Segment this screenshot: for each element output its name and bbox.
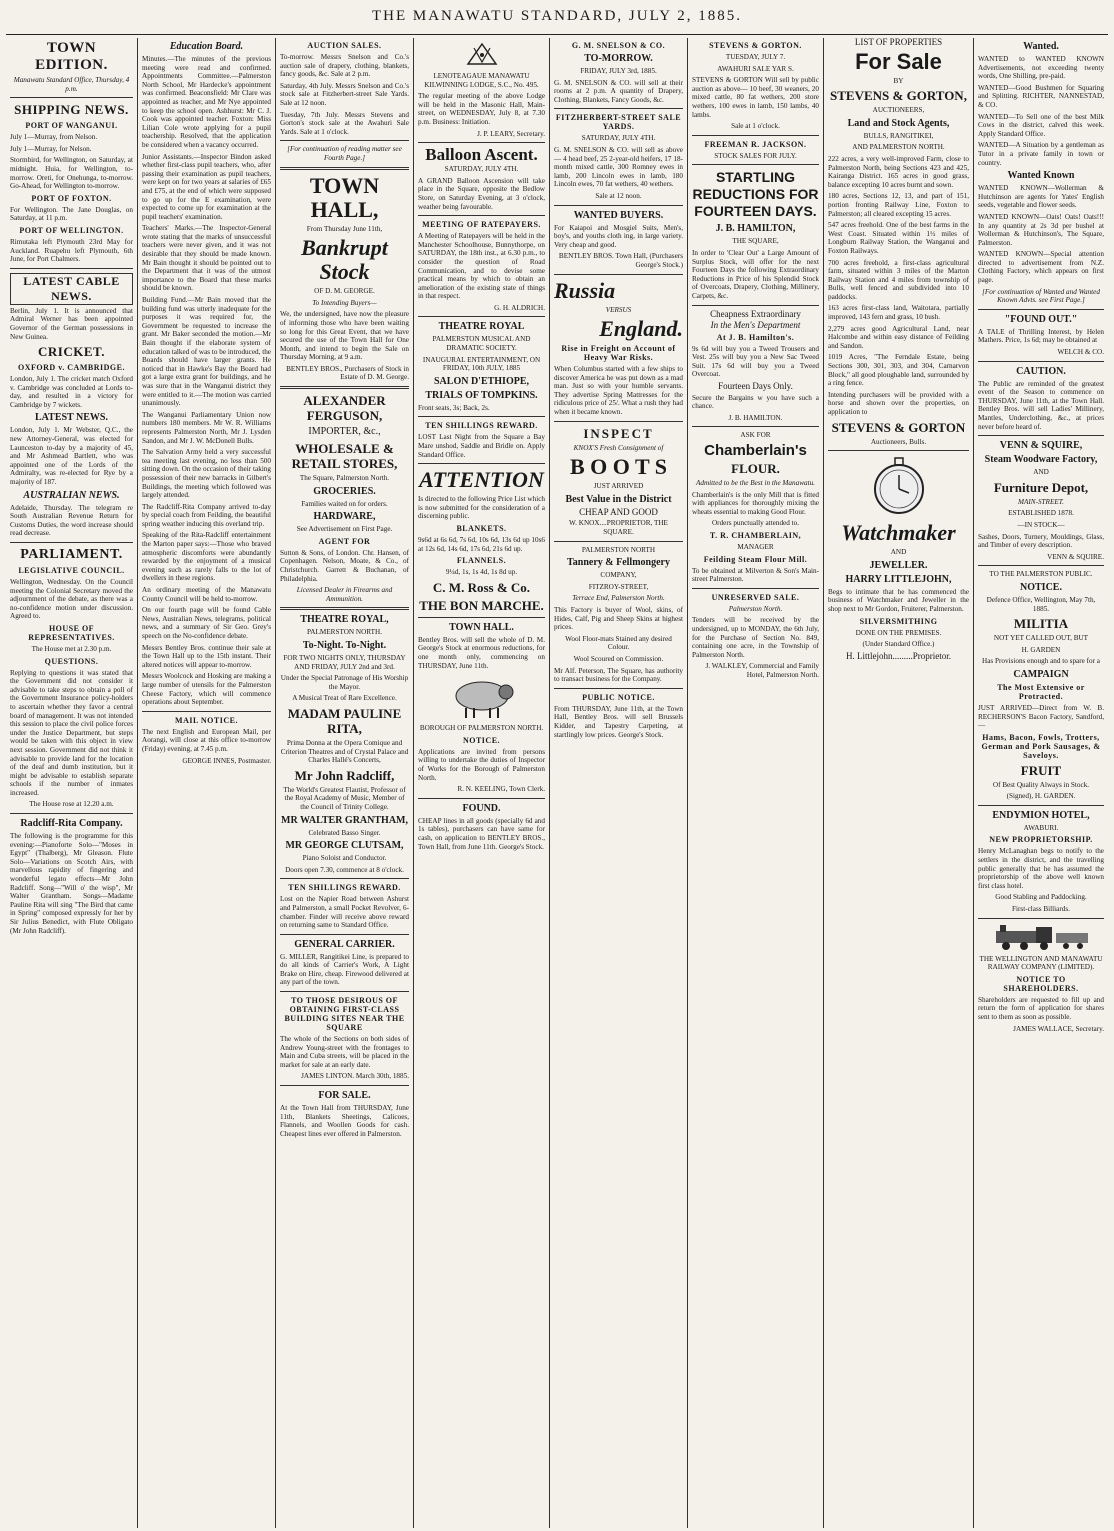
property-7: 1019 Acres, "The Ferndale Estate, being Sections 300, 301, 303, and 304, Carnarvon Block," all good ploughable land, surrounded by a ring fence.	[828, 353, 969, 388]
departures: Stormbird, for Wellington, on Saturday, at midnight. Huia, for Wellington, to-morrow. Oreti, for Onehunga, to-morrow. Go-Ahead, for Wellington to-morrow.	[10, 156, 133, 191]
balloon-text: A GRAND Balloon Ascension will take place in the Square, opposite the Bedlow Store, on Saturday Evening, at 3 o'clock, weather being favourable.	[418, 176, 545, 211]
and-pn: AND PALMERSTON NORTH.	[852, 143, 945, 152]
for-sale-text: At the Town Hall from THURSDAY, June 11th, Blankets Sheetings, Calicoes, Flannels, and Woollen Goods for cash. Cheapest lines ever offered in Palmerston.	[280, 1104, 409, 1138]
found-text: CHEAP lines in all goods (specially 6d and 1s tables), purchasers can have same for cash, on application to BENTLEY BROS., Town Hall, from June 11th. George's Stock.	[418, 816, 545, 851]
wanted-1: WANTED to WANTED KNOWN Advertisements, not exceeding twenty words, One Shilling, pre-paid.	[978, 55, 1104, 81]
list-of-properties: LIST OF PROPERTIES	[854, 38, 943, 47]
wanted-known-2: WANTED KNOWN—Oats! Oats! Oats!!! In any quantity at 2s 3d per bushel at Wollerman & Hutchinson's, The Square, Palmerston.	[978, 212, 1104, 247]
freeman-jackson: FREEMAN R. JACKSON.	[704, 139, 807, 149]
from-thursday: From Thursday June 11th,	[306, 224, 383, 233]
column-3	[276, 38, 414, 1528]
parliament-heading: PARLIAMENT.	[20, 547, 123, 562]
ask-for: ASK FOR	[740, 431, 771, 440]
building-sites-sign: JAMES LINTON. March 30th, 1885.	[301, 1072, 409, 1081]
sg-bulls: Auctioneers, Bulls.	[870, 437, 927, 446]
property-3: 547 acres freehold. One of the best farms in the West Coast. Situated within 1½ miles of Longburn Railway Station, the Wanganui and Foxton Railways.	[828, 221, 969, 255]
arrivals: July 1—Murray, from Nelson.	[10, 133, 98, 142]
admitted-best: Admitted to be the Best in the Manawatu.	[696, 479, 815, 488]
agent-for: AGENT FOR	[318, 536, 371, 546]
in-stock: —IN STOCK—	[1017, 520, 1065, 529]
littlejohn-text: Begs to intimate that he has commenced the business of Watchmaker and Jeweller in the shop next to Mr Gordon, Fruiterer, Palmerston.	[828, 587, 969, 613]
saturday-date: SATURDAY, JULY 4TH.	[581, 134, 656, 143]
education-text-2: Junior Assistants.—Inspector Bindon asked whether first-class pupil teachers, who, after passing their examination as pupil teachers, were kept on for two years at salaries of £65 and £75, at the end of which were supposed to go up for the E examination, were expected to come up for examination at the pupil teachers' examination.	[142, 152, 271, 221]
house-rose: The House rose at 12.20 a.m.	[29, 800, 114, 809]
grantham-text: Celebrated Basso Singer.	[308, 828, 381, 837]
found-heading: FOUND.	[462, 802, 501, 814]
agent-text: Sutton & Sons, of London. Chr. Hansen, of Copenhagen. Nelson, Moate, & Co., of Christchurch. Garrett & Buchanan, of Philadelphia.	[280, 548, 409, 583]
town-edition-heading: TOWN EDITION.	[35, 40, 108, 73]
property-1: 222 acres, a very well-improved Farm, close to Palmerston North, being Sections 423 and 425, Kairanga District. 165 acres in good grass, balance excepting 10 acres burnt and sown.	[828, 154, 969, 189]
tannery-text: This Factory is buyer of Wool, skins, of Hides, Calf, Pig and Sheep Skins at highest prices.	[554, 606, 683, 632]
of-george: OF D. M. GEORGE.	[314, 287, 375, 296]
at-hamilton: At J. B. Hamilton's.	[716, 332, 795, 342]
two-nights: FOR TWO NIGHTS ONLY, THURSDAY AND FRIDAY, JULY 2nd and 3rd.	[283, 654, 406, 671]
house-met: The House met at 2.30 p.m.	[31, 644, 112, 653]
watchmaker: Watchmaker	[841, 520, 956, 546]
garden-sign: (Signed), H. GARDEN.	[1006, 792, 1076, 801]
masthead-rule	[6, 34, 1108, 35]
shareholders-heading: NOTICE TO SHAREHOLDERS.	[1003, 974, 1079, 993]
groceries: GROCERIES.	[313, 485, 376, 497]
education-text-9: An ordinary meeting of the Manawatu County Council will be held to-morrow.	[142, 586, 271, 603]
musical-treat: A Musical Treat of Rare Excellence.	[292, 694, 397, 703]
found-out-heading: "FOUND OUT."	[1004, 313, 1078, 325]
boots: B O O T S	[569, 454, 667, 480]
mail-notice-heading: MAIL NOTICE.	[175, 715, 238, 725]
trials-of-tompkins: TRIALS OF TOMPKINS.	[425, 389, 538, 401]
clutsam-text: Piano Soloist and Conductor.	[302, 854, 387, 863]
stevens-gorton: STEVENS & GORTON,	[830, 88, 967, 104]
wanted-known-3: WANTED KNOWN—Special attention directed to advertisement from N.Z. Clothing Factory, which appears on first page.	[978, 250, 1104, 285]
radcliff-rita-heading: Radcliff-Rita Company.	[20, 818, 123, 830]
cleared: July 1—Murray, for Nelson.	[10, 144, 92, 153]
walter-grantham: MR WALTER GRANTHAM,	[281, 814, 408, 826]
ratepayers-text: A Meeting of Ratepayers will be held in the Manchester Schoolhouse, Bunnythorpe, on SATURDAY, the 18th inst., at 6.30 p.m., to consider the question of Road Communication, and to devise some practical means by which to obtain an amelioration of the existing state of things in that respect.	[418, 232, 545, 301]
wool-floor: Wool Floor-mats Stained any desired Colour.	[565, 634, 672, 652]
wanted-continuation: [For continuation of Wanted and Wanted Known Advts. see First Page.]	[982, 287, 1100, 305]
questions-heading: QUESTIONS.	[44, 656, 99, 666]
radcliff-rita-text: The following is the programme for this evening:—Pianoforte Solo—"Moses in Egypt" (Thalberg), Mr Gleason. Flute Solo—Variations on Scotch Airs, with marvellous rapidity of fingering and wonderful legato effects—Mr John Radcliff. Song—"Will o' the wisp", Mr Walter Grantham. Songs—Madame Pauline Rita will sing "The Bird that came in Spring" composed expressly for her by Sir Julius Benedict, with Flute Obligato (Mr John Radcliff).	[10, 832, 133, 935]
versus: VERSUS	[605, 305, 632, 314]
bankrupt-stock-heading: Bankrupt Stock	[301, 235, 388, 285]
mail-notice-sign: GEORGE INNES, Postmaster.	[182, 756, 271, 765]
aldrich-sign: G. H. ALDRICH.	[494, 303, 545, 312]
russia: Russia	[554, 277, 616, 303]
questions-text: Replying to questions it was stated that the Government did not consider it advisable to take steps to obtain a poll of the Government Insurance policy-holders to ascertain whether they favor a central board of management. It was not intended this session to place the civil police forces under the Justice Department, but steps would be taken with this object in view next session. Government did not think it advisable to provide land for the location of the deaf and dumb institution, but it might be advisable to establish separate schools if the number of inmates increased.	[10, 668, 133, 797]
best-value: Best Value in the District	[565, 493, 672, 505]
wanted-buyers: WANTED BUYERS.	[573, 209, 664, 221]
doors-open: Doors open 7.30, commence at 8 o'clock.	[285, 865, 404, 874]
legislative-text: Wellington, Wednesday. On the Council meeting the Colonial Secretary moved the adjournment of the debate, as there was a no-confidence motion under discussion. Agreed to.	[10, 578, 133, 621]
legislative-heading: LEGISLATIVE COUNCIL.	[18, 566, 125, 575]
salon-ethiope: SALON D'ETHIOPE,	[433, 375, 530, 387]
flour: FLOUR.	[731, 461, 780, 477]
inaugural: INAUGURAL ENTERTAINMENT, ON FRIDAY, 10th JULY, 1885	[422, 355, 541, 373]
stock-sales-july: STOCK SALES FOR JULY.	[714, 151, 797, 160]
peterson: Mr Alf. Peterson, The Square, has authority to transact business for the Company.	[554, 666, 683, 684]
knox-sign: W. KNOX....PROPRIETOR, THE SQUARE.	[569, 519, 668, 537]
walkley-sign: J. WALKLEY, Commercial and Family Hotel, Palmerston North.	[705, 662, 819, 679]
balloon-heading: Balloon Ascent.	[425, 145, 538, 165]
general-carrier: GENERAL CARRIER.	[294, 938, 395, 950]
pocket-watch-icon	[854, 455, 944, 517]
welch-sign: WELCH & CO.	[1057, 348, 1104, 357]
caution-text: The Public are reminded of the greatest event of the Season to commence on THURSDAY, June 11th, at the Town Hall. Bentley Bros. will sell Ladies' Millinery, Mantles, Underclothing, &c., at prices never before heard of.	[978, 379, 1104, 431]
town-hall-2: TOWN HALL.	[449, 621, 514, 633]
blankets-heading: BLANKETS.	[456, 524, 507, 533]
cricket-sub: OXFORD v. CAMBRIDGE.	[18, 363, 125, 373]
hamilton-text: In order to 'Clear Out' a Large Amount of Surplus Stock, will offer for the next Fourteen Days the following Extraordinary Reductions in Price of his Splendid Stock of Overcoats, Drapery, Clothing, Millinery, Carpets, &c.	[692, 248, 819, 300]
land-stock-agents: Land and Stock Agents,	[847, 117, 950, 129]
found-out-text: A TALE of Thrilling Interest, by Helen Mathers. Price, 1s 6d; may be obtained at	[978, 327, 1104, 345]
office-line: Manawatu Standard Office, Thursday, 4 p.m.	[13, 76, 130, 93]
tomorrow: TO-MORROW.	[584, 53, 653, 64]
secure-bargains: Secure the Bargains w you have such a chance.	[692, 393, 819, 411]
borough-notice: NOTICE.	[462, 735, 501, 745]
tompkins-text: Front seats, 3s; Back, 2s.	[418, 403, 490, 412]
education-text-1: Minutes.—The minutes of the previous meeting were read and confirmed. Appointments Committee.—Palmerston North School, Mr Hardecke's appointment was confirmed. Beaconsfield: Mr Clare was appointed as teacher, and Mr Nye appointed to keep the school open. Ashhurst: Mr C. J. Cook was appointed teacher. Foxton: Miss Lilian Cole wrote applying for a pupil teachership. Resolved, that the application be considered when a vacancy occurred.	[142, 55, 271, 149]
to-public: TO THE PALMERSTON PUBLIC.	[989, 570, 1093, 579]
tenders-text: Tenders will be received by the undersigned, up to MONDAY, the 6th July, for the Purchase of Section No. 849, containing one acre, in the Township of Palmerston North.	[692, 616, 819, 659]
established: ESTABLISHED 1878.	[1008, 509, 1074, 518]
militia-notice: NOTICE.	[1020, 581, 1062, 593]
shipping-heading: SHIPPING NEWS.	[14, 102, 129, 118]
pauline-text: Prima Donna at the Opera Comique and Criterion Theatres and of Crystal Palace and Charles Hallé's Concerts,	[280, 738, 409, 765]
wanted-known-heading: Wanted Known	[1007, 170, 1075, 182]
blankets-text: 9s6d at 6s 6d, 7s 6d, 10s 6d, 13s 6d up 10s6 at 12s 6d, 14s 6d, 17s 6d, 21s 6d up.	[418, 536, 545, 553]
wallace-sign: JAMES WALLACE, Secretary.	[1013, 1024, 1104, 1033]
under-standard: (Under Standard Office.)	[862, 640, 935, 649]
pn-heading: PALMERSTON NORTH	[581, 545, 656, 554]
orders-attended: Orders punctually attended to.	[711, 519, 800, 528]
australian-text: Adelaide, Thursday. The telegram re South Australian Revenue Return for Customs Duties, the word increase should read decrease.	[10, 503, 133, 538]
sale-noon: Sale at 12 noon.	[595, 191, 642, 200]
education-text-10: On our fourth page will be found Cable News, Australian News, telegrams, political news, and a summary of Sir Geo. Grey's speech on the No-confidence debate.	[142, 606, 271, 640]
new-proprietorship: NEW PROPRIETORSHIP.	[989, 835, 1093, 845]
musical-society: PALMERSTON MUSICAL AND DRAMATIC SOCIETY.	[432, 335, 531, 353]
company: COMPANY,	[600, 571, 637, 580]
wanted-known-1: WANTED KNOWN—Wollerman & Hutchinson are agents for Yates' English seeds, vegetable and flower seeds.	[978, 184, 1104, 210]
mens-department: In the Men's Department	[710, 320, 801, 331]
wool-scoured: Wool Scoured on Commission.	[573, 654, 664, 663]
tannery: Tannery & Fellmongery	[567, 557, 670, 569]
george-clutsam: MR GEORGE CLUTSAM,	[285, 840, 404, 852]
billiards: First-class Billiards.	[1012, 905, 1070, 914]
property-5: 163 acres first-class land, Waitotara, partially improved, 143 fern and grass, 10 bush.	[828, 304, 969, 322]
awahuri-text: STEVENS & GORTON Will sell by public auction as above— 10 beef, 30 weaners, 20 mixed cattle, 80 fat wethers, 200 store wethers, 100 ewes in lamb, 150 lambs, 40 lambs.	[692, 76, 819, 119]
woodware-factory: Steam Woodware Factory,	[984, 454, 1098, 466]
education-text-4: Building Fund.—Mr Bain moved that the building fund was utterly inadequate for the purposes it was required for, the Government be requested to increase the grant. Mr Baker seconded the motion.—Mr Bain thought if the elaborate system of education talked of was to be introduced, the Boards should have larger grants. He noticed that in Hawke's Bay the Board had got a large extra grant for buildings, and he was sure that in the Wanganui district they were entitled to it.—The motion was carried unanimously.	[142, 296, 271, 408]
port-foxton: PORT OF FOXTON.	[31, 193, 112, 203]
property-2: 180 acres, Sections 12, 13, and part of 151, portion fronting Railway Line, Foxton to Palmerston; all cleared excepting 15 acres.	[828, 192, 969, 218]
snelson-heading: G. M. SNELSON & CO.	[571, 41, 666, 50]
awahuri-yards: AWAHURI SALE YAR S.	[717, 64, 794, 73]
inspect: INSPECT	[583, 425, 654, 441]
education-text-7: The Radcliff-Rita Company arrived to-day by special coach from Feilding, the beautiful spring weather inducing this overland trip.	[142, 502, 271, 528]
littlejohn-proprietor: H. Littlejohn.........Proprietor.	[846, 650, 951, 661]
education-text-8: Speaking of the Rita-Radcliff entertainment the Marton paper says:—Those who braved atmospheric discomforts were abundantly rewarded by the enjoyment of a musical evening such as rarely falls to the lot of dwellers in these regions.	[142, 531, 271, 583]
licensed-dealer: Licensed Dealer in Firearms and Ammunition.	[296, 586, 393, 603]
latest-news-heading: LATEST NEWS.	[35, 412, 108, 424]
masthead-title: THE MANAWATU STANDARD, JULY 2, 1885.	[371, 8, 743, 24]
militia: MILITIA	[1013, 616, 1069, 632]
shareholders-text: Shareholders are requested to fill up and return the form of application for shares sent to them as soon as possible.	[978, 995, 1104, 1021]
the-square: THE SQUARE,	[732, 237, 779, 246]
wanted-buyers-text: For Kaiapoi and Mosgiel Suits, Men's, boy's, and youths cloth ing, in large variety. Very cheap and good.	[554, 223, 683, 249]
stevens-heading: STEVENS & GORTON.	[709, 41, 802, 50]
chamberlain-text: Chamberlain's is the only Mill that is fitted with appliances for thoroughly mixing the wheats essential to making Good Flour.	[692, 490, 819, 516]
column-5	[550, 38, 688, 1528]
venn-stock-text: Sashes, Doors, Turnery, Mouldings, Glass, and Timber of every description.	[978, 532, 1104, 550]
wanted-2: WANTED—Good Bushmen for Squaring and Splitting. RICHTER, NANNESTAD, & CO.	[978, 83, 1104, 109]
stabling: Good Stabling and Paddocking.	[995, 893, 1087, 902]
snelson-text: G. M. SNELSON & CO. will sell at their rooms at 2 p.m. A quantity of Drapery, Clothing, Blankets, Fancy Goods, &c.	[554, 78, 683, 104]
australian-heading: AUSTRALIAN NEWS.	[23, 489, 120, 501]
education-text-11: Messrs Bentley Bros. continue their sale at the Town Hall up to the 15th instant. Their altered notices will appear to-morrow.	[142, 643, 271, 669]
not-yet-called: NOT YET CALLED OUT, BUT	[993, 634, 1089, 643]
mclanaghan-text: Henry McLanaghan begs to notify to the settlers in the district, and the travelling public generally that he has assumed the proprietorship of the above well known first class hotel.	[978, 847, 1104, 890]
building-sites-text: The whole of the Sections on both sides of Andrew Young-street with the frontages to Main and Cuba streets, will be placed in the market for sale at an early date.	[280, 1035, 409, 1069]
awaburi: AWABURI.	[1023, 823, 1059, 832]
cable-text: Berlin, July 1. It is announced that Admiral Werner has been appointed Governor of the German possessions in New Guinea.	[10, 306, 133, 341]
column-8	[974, 38, 1108, 1528]
england: England.	[599, 316, 683, 342]
lodge-heading: LENOTEAGAUE MANAWATU KILWINNING LODGE, S.C., No. 495.	[424, 72, 539, 89]
lodge-emblem-icon	[452, 42, 512, 68]
cheapness: Cheapness Extraordinary	[710, 308, 801, 319]
balloon-date: SATURDAY, JULY 4TH.	[444, 165, 519, 174]
fitzroy: FITZROY-STREET,	[588, 582, 649, 591]
has-provisions: Has Provisions enough and to spare for a	[982, 657, 1100, 666]
property-6: 2,279 acres good Agricultural Land, near Halcombe and within easy distance of Feilding and Sandon.	[828, 324, 969, 350]
education-text-5: The Wanganui Parliamentary Union now numbers 180 members. Mr W. R. Williams represents Palmerston North, Mr J. Lysden Sandon, and Mr J. W. McDonell Bulls.	[142, 410, 271, 445]
sg-auctioneers: STEVENS & GORTON	[831, 419, 966, 435]
flannels-heading: FLANNELS.	[456, 556, 507, 566]
columbus-text: When Columbus started with a few ships to discover America he was put down as a mad man. Just so with your humble servants. They advertise Spring Mattresses for the ridiculous price of 25/. What a rush they had when it became known.	[554, 365, 683, 417]
unreserved-sale: UNRESERVED SALE.	[711, 592, 800, 602]
theatre-royal-heading: THEATRE ROYAL,	[300, 614, 389, 626]
just-arrived-bacon: JUST ARRIVED—Direct from W. B. RECHERSON'S Bacon Factory, Sandford,—	[978, 703, 1104, 730]
ross-co: C. M. Ross & Co.	[432, 579, 531, 595]
tonight: To-Night. To-Night.	[302, 640, 387, 651]
patronage: Under the Special Patronage of His Worship the Mayor.	[280, 674, 409, 691]
column-2	[138, 38, 276, 1528]
cheap-good: CHEAP AND GOOD	[579, 506, 658, 517]
radcliff-text: The World's Greatest Flautist, Professor of the Royal Academy of Music, Member of the Council of Trinity College.	[283, 785, 406, 811]
auctioneers: AUCTIONEERS,	[872, 106, 925, 115]
attention-text: Is directed to the following Price List which is now submitted for the consideration of a discerning public.	[418, 495, 545, 521]
fitzherbert-heading: FITZHERBERT-STREET SALE YARDS.	[555, 113, 682, 132]
and: AND	[890, 548, 907, 557]
families: Families waited on for orders.	[301, 499, 388, 508]
ratepayers-heading: MEETING OF RATEPAYERS.	[422, 220, 541, 230]
public-notice-text: From THURSDAY, June 11th, at the Town Hall, Bentley Bros. will sell Brussels Kidder, and Tapestry Carpeting, at startlingly low prices. George's Stock.	[554, 704, 683, 739]
chamberlains: Chamberlain's	[704, 442, 807, 460]
by: BY	[893, 76, 904, 85]
harry-littlejohn: HARRY LITTLEJOHN,	[845, 573, 952, 585]
sheep-illustration-icon	[442, 674, 522, 720]
friday-date: FRIDAY, JULY 3rd, 1885.	[580, 67, 657, 75]
hamilton-heading: J. B. HAMILTON,	[715, 223, 796, 235]
alexander-ferguson: ALEXANDER FERGUSON,	[303, 393, 386, 424]
bankrupt-text: We, the undersigned, have now the pleasure of informing those who have been waiting so long for this Great Event, that we have secured the use of the Town Hall for One Month, and intend to begin the Sale on Thursday Morning, at 9 a.m.	[280, 310, 409, 362]
keeling-sign: R. N. KEELING, Town Clerk.	[457, 785, 545, 794]
john-radcliff: Mr John Radcliff,	[294, 767, 395, 783]
terrace-end: Terrace End, Palmerston North.	[572, 594, 665, 603]
campaign: CAMPAIGN	[1013, 668, 1069, 680]
fourteen-days-only: Fourteen Days Only.	[718, 381, 793, 392]
most-extensive: The Most Extensive or Protracted.	[997, 682, 1085, 701]
auction-saturday: Saturday, 4th July. Messrs Snelson and Co.'s stock sale at Fitzherbert-street Sale Yards. Sale at 12 noon.	[280, 81, 409, 107]
masthead	[0, 0, 1114, 34]
carrier-text: G. MILLER, Rangitikei Line, is prepared to do all kinds of Carrier's Work, A Light Brake on Hire, cheap. Firewood delivered at any part of the town.	[280, 952, 409, 987]
main-street: MAIN-STREET.	[1018, 497, 1064, 506]
cricket-text: London, July 1. The cricket match Oxford v. Cambridge was concluded at Lords to-day, and resulted in a victory for Cambridge by 7 wickets.	[10, 375, 133, 409]
square-pn: The Square, Palmerston North.	[299, 474, 390, 483]
intending-purchasers: Intending purchasers will be provided with a horse and shown over the properties, on application to	[828, 390, 969, 416]
done-on-premises: DONE ON THE PREMISES.	[855, 628, 942, 637]
for-sale-big: For Sale	[855, 48, 942, 74]
column-4	[414, 38, 550, 1528]
ten-shillings-heading: TEN SHILLINGS REWARD.	[425, 421, 538, 431]
reward-heading: TEN SHILLINGS REWARD.	[288, 883, 401, 893]
newspaper-columns	[6, 38, 1108, 1528]
lost-mare-text: LOST Last Night from the Square a Bay Mare unshod, Saddle and Bridle on. Apply Standard Office.	[418, 433, 545, 459]
education-text-12: Messrs Woolcock and Hosking are making a large number of utensils for the Palmerston Cheese Factory, which will commence operations about September.	[142, 672, 271, 707]
locomotive-illustration-icon	[986, 923, 1096, 951]
attention-heading: ATTENTION	[419, 467, 544, 493]
public-notice: PUBLIC NOTICE.	[582, 692, 655, 702]
mail-notice-text: The next English and European Mail, per Aorangi, will close at this office to-morrow (Friday) evening, at 7.45 p.m.	[142, 727, 271, 753]
column-7	[824, 38, 974, 1528]
bon-marche: THE BON MARCHE.	[419, 597, 544, 613]
building-sites-heading: TO THOSE DESIROUS OF OBTAINING FIRST-CLASS BUILDING SITES NEAR THE SQUARE	[284, 996, 405, 1033]
property-4: 700 acres freehold, a first-class agricultural farm, situated within 3 miles of the Marton Railway Station and 4 miles from township of Bulls, well fenced and subdivided into 10 paddocks.	[828, 258, 969, 301]
caution-heading: CAUTION.	[1016, 365, 1066, 377]
obtained-at: To be obtained at Milverton & Son's Main-street Palmerston.	[692, 566, 819, 584]
education-text-6: The Salvation Army held a very successful tea meeting last evening, no less than 500 sitting down. On the occasion of their taking possession of their new barracks in Gilbert's Buildings, the meeting which followed was largely attended.	[142, 448, 271, 500]
rise-in-freight: Rise in Freight on Account of Heavy War Risks.	[561, 344, 676, 363]
lodge-sign: J. P. LEARY, Secretary.	[477, 129, 545, 138]
silversmithing: SILVERSMITHING	[859, 616, 938, 626]
venn-sign: VENN & SQUIRE.	[1047, 552, 1104, 561]
feilding-mill: Feilding Steam Flour Mill.	[703, 554, 808, 564]
pauline-rita: MADAM PAULINE RITA,	[287, 705, 402, 736]
theatre-royal-2: THEATRE ROYAL	[438, 321, 525, 333]
railway-company: THE WELLINGTON AND MANAWATU RAILWAY COMPANY (LIMITED).	[979, 954, 1103, 972]
education-board-heading: Education Board.	[169, 41, 244, 52]
unreserved-pn: Palmerston North.	[728, 604, 783, 613]
applications-text: Applications are invited from persons willing to undertake the duties of Inspector of Works for the Borough of Palmerston North.	[418, 747, 545, 782]
one-oclock: Sale at 1 o'clock.	[731, 122, 780, 131]
knox-consignment: KNOX'S Fresh Consignment of	[573, 443, 664, 452]
reward-text: Lost on the Napier Road between Ashurst and Palmerston, a small Pocket Revolver, 6-chamber. Finder will receive above reward on returning same to Standard Office.	[280, 895, 409, 930]
wanted-3: WANTED—To Sell one of the best Milk Cows in the district, calved this week. Apply Standard Office.	[978, 112, 1104, 138]
intending-buyers: To Intending Buyers—	[312, 298, 377, 307]
hamilton-sign: J. B. HAMILTON.	[728, 413, 783, 422]
auction-tomorrow: To-morrow. Messrs Snelson and Co.'s auction sale of drapery, clothing, blankets, fancy goods, &c. Sale at 2 p.m.	[280, 53, 409, 79]
mens-text: 9s 6d will buy you a Tweed Trousers and Vest. 25s will buy you a New Sac Tweed Suit. 17s 6d will buy you a Tweed Overcoat.	[692, 344, 819, 379]
manager: MANAGER	[737, 543, 774, 551]
jeweller: JEWELLER.	[869, 559, 928, 571]
startling-reductions: STARTLING REDUCTIONS FOR FOURTEEN DAYS.	[692, 169, 819, 220]
best-quality: Of Best Quality Always in Stock.	[992, 780, 1090, 789]
bentley-sign: BENTLEY BROS., Purchasers of Stock in Estate of D. M. George.	[286, 364, 409, 382]
cricket-heading: CRICKET.	[38, 344, 105, 360]
wanted-heading: Wanted.	[1023, 41, 1059, 52]
auction-tuesday: Tuesday, 7th July. Messrs Stevens and Gorton's stock sale at the Awahuri Sale Yards. Sale at 1 o'clock.	[280, 110, 409, 136]
flannels-text: 9¼d, 1s, 1s 4d, 1s 8d up.	[445, 568, 518, 577]
furniture-depot: Furniture Depot,	[993, 479, 1089, 495]
see-advertisement: See Advertisement on First Page.	[296, 525, 393, 534]
hams-bacon: Hams, Bacon, Fowls, Trotters, German and Pork Sausages, & Saveloys.	[981, 732, 1101, 760]
stock-text: G. M. SNELSON & CO. will sell as above— 4 head beef, 25 2-year-old heifers, 17 18-month mixed cattle, 300 Romney ewes in lamb, 200 Lincoln ewes in lamb, 180 Lincoln ewes, 70 fat wethers, 40 wethers.	[554, 145, 683, 189]
foxton-text: For Wellington. The Jane Douglas, on Saturday, at 11 p.m.	[10, 205, 133, 223]
venn-and: AND	[1033, 468, 1049, 477]
venn-squire: VENN & SQUIRE,	[999, 440, 1083, 452]
bentley-bros: BENTLEY BROS. Town Hall, (Purchasers George's Stock.)	[558, 252, 683, 269]
latest-news-text: London, July 1. Mr Webster, Q.C., the new Attorney-General, was elected for Launceston to-day by a majority of 45, and Mr Ashmead Bartlett, who was appointed one of the Lords of the Admiralty, was re-elected for Rye by a majority of 187.	[10, 426, 133, 487]
importer: IMPORTER, &c.,	[308, 426, 381, 438]
wanted-4: WANTED—A Situation by a gentleman as Tutor in a private family in town or country.	[978, 141, 1104, 167]
town-hall-heading: TOWN HALL,	[309, 172, 380, 222]
tr-chamberlain: T. R. CHAMBERLAIN,	[709, 531, 802, 540]
tuesday-date: TUESDAY, JULY 7.	[725, 53, 786, 61]
defence-office: Defence Office, Wellington, May 7th, 1885.	[986, 595, 1096, 613]
bulls-rangitikei: BULLS, RANGITIKEI,	[863, 131, 934, 140]
wholesale-retail: WHOLESALE & RETAIL STORES,	[291, 441, 398, 472]
port-wanganui: PORT OF WANGANUI.	[25, 121, 118, 131]
lodge-text: The regular meeting of the above Lodge will be held in the Masonic Hall, Main-street, on WEDNESDAY, July 8, at 7.30 p.m. Business: Initiation.	[418, 92, 545, 126]
hardware: HARDWARE,	[313, 511, 376, 523]
wellington-text: Rimutaka left Plymouth 23rd May for Auckland. Ruapehu left Plymouth, 6th June, for Port Chalmers.	[10, 237, 133, 264]
house-heading: HOUSE OF REPRESENTATIVES.	[28, 623, 115, 642]
education-text-3: Teachers' Marks.—The Inspector-General wrote stating that the marks of unsuccessful teachers were never given, and it was not desirable that they should be made known. Mr Bain thought it should be pointed out to the Department that it was of the utmost importance to the Board that these marks should be known.	[142, 224, 271, 293]
h-garden: H. GARDEN	[1021, 645, 1061, 654]
continuation-note: [For continuation of reading matter see Fourth Page.]	[287, 145, 402, 162]
bentley-text: Bentley Bros. will sell the whole of D. M. George's Stock at enormous reductions, for one month only, commencing on THURSDAY, June 11th.	[418, 635, 545, 670]
latest-cable-heading: LATEST CABLE NEWS.	[10, 273, 133, 305]
port-wellington: PORT OF WELLINGTON.	[19, 225, 124, 235]
auction-sales-heading: AUCTION SALES.	[307, 41, 382, 50]
column-6	[688, 38, 824, 1528]
endymion-hotel: ENDYMION HOTEL,	[992, 809, 1090, 821]
borough-heading: BOROUGH OF PALMERSTON NORTH.	[419, 724, 544, 733]
for-sale-heading: FOR SALE.	[318, 1090, 371, 1102]
just-arrived: JUST ARRIVED	[593, 482, 644, 491]
fruit: FRUIT	[1020, 762, 1062, 778]
column-1	[6, 38, 138, 1528]
theatre-pn: PALMERSTON NORTH.	[306, 628, 383, 637]
